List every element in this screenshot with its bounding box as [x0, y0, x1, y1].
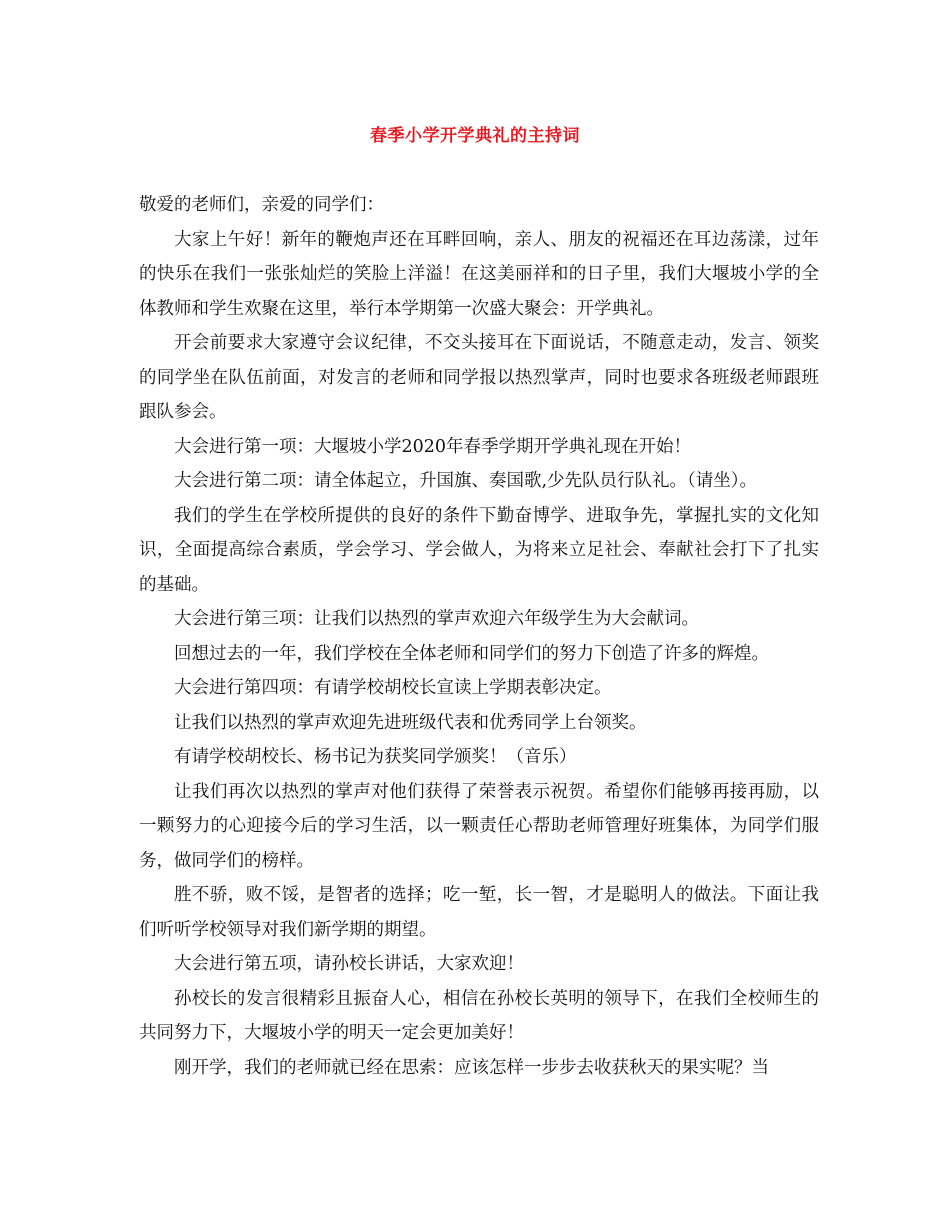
- paragraph: 大会进行第三项：让我们以热烈的掌声欢迎六年级学生为大会献词。: [174, 609, 699, 629]
- greeting: 敬爱的老师们，亲爱的同学们：: [139, 195, 384, 215]
- paragraph: 回想过去的一年，我们学校在全体老师和同学们的努力下创造了许多的辉煌。: [174, 643, 769, 664]
- paragraph: 胜不骄，败不馁，是智者的选择；吃一堑，长一智，才是聪明人的做法。下面让我们听听学校领导对我们新学期的期望。: [139, 885, 819, 940]
- paragraph: 大家上午好！新年的鞭炮声还在耳畔回响，亲人、朋友的祝福还在耳边荡漾，过年的快乐在我们一张张灿烂的笑脸上洋溢！在这美丽祥和的日子里，我们大堰坡小学的全体教师和学生欢聚在这里，举行本学期第一次盛大聚会：开学典礼。: [139, 229, 819, 319]
- paragraph: 让我们以热烈的掌声欢迎先进班级代表和优秀同学上台领奖。: [174, 712, 647, 733]
- paragraph: 开会前要求大家遵守会议纪律，不交头接耳在下面说话，不随意走动，发言、领奖的同学坐在队伍前面，对发言的老师和同学报以热烈掌声，同时也要求各班级老师跟班跟队参会。: [139, 333, 819, 422]
- paragraph: 我们的学生在学校所提供的良好的条件下勤奋博学、进取争先，掌握扎实的文化知识，全面提高综合素质，学会学习、学会做人，为将来立足社会、奉献社会打下了扎实的基础。: [139, 505, 819, 595]
- paragraph: 大会进行第二项：请全体起立，升国旗、奏国歌,少先队员行队礼。（请坐）。: [174, 471, 758, 491]
- document-body: [139, 188, 819, 1085]
- paragraph: 让我们再次以热烈的掌声对他们获得了荣誉表示祝贺。希望你们能够再接再励，以一颗努力的心迎接今后的学习生活，以一颗责任心帮助老师管理好班集体，为同学们服务，做同学们的榜样。: [139, 781, 819, 871]
- document-title: 春季小学开学典礼的主持词: [370, 126, 580, 146]
- paragraph: 大会进行第一项：大堰坡小学2020年春季学期开学典礼现在开始！: [174, 436, 692, 457]
- paragraph: 大会进行第四项：有请学校胡校长宣读上学期表彰决定。: [174, 678, 612, 698]
- paragraph: 有请学校胡校长、杨书记为获奖同学颁奖！（音乐）: [174, 747, 577, 767]
- paragraph: 刚开学，我们的老师就已经在思索：应该怎样一步步去收获秋天的果实呢？当: [174, 1057, 769, 1078]
- paragraph: 孙校长的发言很精彩且振奋人心，相信在孙校长英明的领导下，在我们全校师生的共同努力下，大堰坡小学的明天一定会更加美好！: [139, 988, 819, 1043]
- paragraph: 大会进行第五项，请孙校长讲话，大家欢迎！: [174, 954, 524, 974]
